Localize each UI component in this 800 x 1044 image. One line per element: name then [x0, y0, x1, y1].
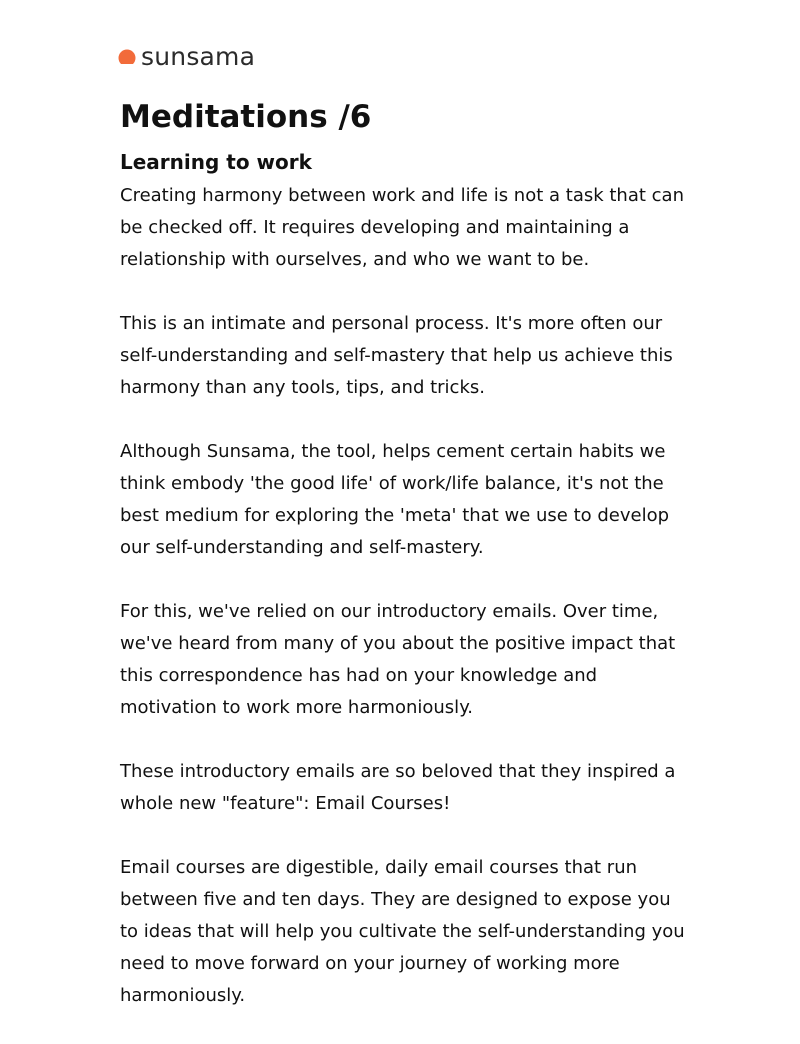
- paragraph: For this, we've relied on our introductory emails. Over time, we've heard from many of you about the positive impact that this correspondence has had on your knowledge and motivation to work more harmoniously.: [120, 601, 676, 718]
- section-subtitle: Learning to work: [120, 150, 312, 174]
- paragraph: Email courses are digestible, daily email courses that run between five and ten days. They are designed to expose you to ideas that will help you cultivate the self-understanding you need to move forward on your journey of working more harmoniously.: [120, 857, 685, 1006]
- brand-name: sunsama: [141, 41, 256, 71]
- paragraph: Although Sunsama, the tool, helps cement certain habits we think embody 'the good life' of work/life balance, it's not the best medium for exploring the 'meta' that we use to develop our self-understanding and self-mastery.: [120, 441, 670, 558]
- page-title: Meditations /6: [120, 99, 372, 135]
- paragraph: These introductory emails are so beloved that they inspired a whole new "feature": Email Courses!: [120, 761, 676, 814]
- paragraph: Creating harmony between work and life is not a task that can be checked off. It requires developing and maintaining a relationship with ourselves, and who we want to be.: [120, 185, 684, 270]
- paragraph: This is an intimate and personal process. It's more often our self-understanding and self-mastery that help us achieve this harmony than any tools, tips, and tricks.: [120, 313, 673, 398]
- brand-logo: [118, 41, 256, 71]
- article-body: [120, 180, 685, 1044]
- sunsama-logo-icon: [118, 49, 138, 69]
